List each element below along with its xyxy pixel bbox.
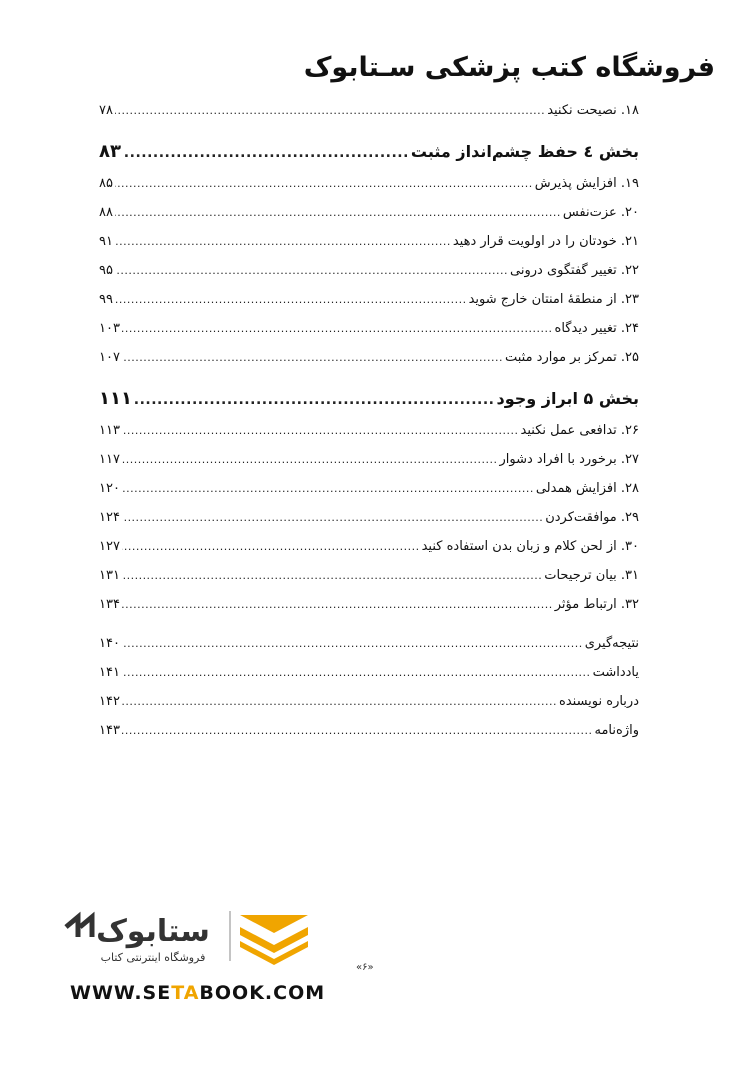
- toc-page-number: ۱۲۴: [99, 510, 120, 525]
- chevron-left-icon: [66, 917, 78, 937]
- toc-entry-row[interactable]: [99, 532, 639, 561]
- toc-entry-title: ۳۰. از لحن کلام و زبان بدن استفاده کنید: [421, 539, 639, 554]
- toc-leader-dots: [122, 416, 519, 445]
- toc-entry-title: ۲۰. عزت‌نفس: [562, 205, 639, 220]
- toc-entry-row[interactable]: [99, 590, 639, 619]
- toc-gap: [99, 619, 639, 629]
- toc-page-number: ۸۵: [99, 176, 113, 191]
- website-url[interactable]: [70, 982, 325, 1004]
- toc-page-number: ۱۰۳: [99, 321, 120, 336]
- toc-page-number: ۸۳: [99, 141, 121, 162]
- toc-leader-dots: [122, 445, 498, 474]
- toc-entry-title: ۳۲. ارتباط مؤثر: [554, 597, 639, 612]
- toc-entry-title: بخش ۵ ابراز وجود: [496, 389, 639, 408]
- toc-page-number: ۷۸: [99, 103, 113, 118]
- toc-page-number: ۹۵: [99, 263, 113, 278]
- toc-entry-row[interactable]: [99, 227, 639, 256]
- toc-leader-dots: [115, 169, 533, 198]
- toc-leader-dots: [115, 256, 508, 285]
- toc-entry-title: ۲۴. تغییر دیدگاه: [554, 321, 639, 336]
- toc-entry-row[interactable]: [99, 503, 639, 532]
- toc-gap: [99, 125, 639, 135]
- toc-entry-title: یادداشت: [592, 665, 639, 680]
- toc-entry-title: نتیجه‌گیری: [584, 636, 639, 651]
- toc-leader-dots: [115, 96, 545, 125]
- toc-page-number: ۱۲۷: [99, 539, 120, 554]
- toc-page-number: ۱۴۳: [99, 723, 120, 738]
- toc-leader-dots: [122, 343, 503, 372]
- toc-entry-title: ۲۷. برخورد با افراد دشوار: [499, 452, 639, 467]
- url-part: BOOK.COM: [199, 982, 326, 1004]
- toc-leader-dots: [115, 285, 467, 314]
- chevron-left-icon: [80, 917, 92, 937]
- toc-page-number: ۱۴۰: [99, 636, 120, 651]
- toc-leader-dots: [122, 314, 553, 343]
- toc-leader-dots: [134, 383, 495, 417]
- toc-leader-dots: [122, 503, 543, 532]
- toc-page-number: ۱۱۷: [99, 452, 120, 467]
- toc-entry-row[interactable]: [99, 285, 639, 314]
- toc-leader-dots: [115, 227, 451, 256]
- toc-entry-title: ۲۹. موافقت‌کردن: [545, 510, 639, 525]
- toc-entry-title: ۲۳. از منطقهٔ امنتان خارج شوید: [468, 292, 639, 307]
- toc-page-number: ۱۳۴: [99, 597, 120, 612]
- toc-page-number: ۸۸: [99, 205, 113, 220]
- toc-leader-dots: [122, 590, 553, 619]
- toc-leader-dots: [122, 687, 557, 716]
- toc-page-number: ۱۳۱: [99, 568, 120, 583]
- toc-entry-title: ۲۵. تمرکز بر موارد مثبت: [504, 350, 639, 365]
- page-title: فروشگاه کتب پزشکی سـتابوک: [303, 52, 715, 83]
- logo-tagline: فروشگاه اینترنتی کتاب: [100, 951, 206, 964]
- toc-entry-row[interactable]: [99, 96, 639, 125]
- toc-entry-row[interactable]: [99, 474, 639, 503]
- toc-entry-title: درباره نویسنده: [559, 694, 639, 709]
- toc-page-number: ۱۴۱: [99, 665, 120, 680]
- toc-leader-dots: [122, 629, 583, 658]
- toc-entry-row[interactable]: [99, 198, 639, 227]
- toc-leader-dots: [122, 474, 534, 503]
- url-highlight: TA: [171, 982, 200, 1004]
- toc-entry-title: ۲۸. افزایش همدلی: [535, 481, 639, 496]
- toc-entry-title: بخش ٤ حفظ چشم‌انداز مثبت: [410, 142, 639, 161]
- toc-page-number: ۱۱۱: [99, 388, 132, 409]
- toc-page-number: ۱۴۲: [99, 694, 120, 709]
- toc-leader-dots: [115, 198, 561, 227]
- toc-page-number: ۱۱۳: [99, 423, 120, 438]
- setabook-logo: [58, 905, 318, 965]
- logo-wordmark: ستابوک: [96, 914, 210, 949]
- toc-entry-row[interactable]: [99, 658, 639, 687]
- toc-entry-title: ۲۲. تغییر گفتگوی درونی: [510, 263, 639, 278]
- toc-entry-row[interactable]: [99, 687, 639, 716]
- toc-page-number: ۹۹: [99, 292, 113, 307]
- toc-leader-dots: [122, 561, 542, 590]
- toc-entry-row[interactable]: [99, 256, 639, 285]
- toc-entry-row[interactable]: [99, 314, 639, 343]
- toc-entry-row[interactable]: [99, 169, 639, 198]
- toc-section-row[interactable]: [99, 382, 639, 416]
- toc-entry-row[interactable]: [99, 561, 639, 590]
- toc-section-row[interactable]: [99, 135, 639, 169]
- toc-page-number: ۱۲۰: [99, 481, 120, 496]
- toc-leader-dots: [123, 136, 409, 170]
- toc-leader-dots: [122, 658, 591, 687]
- toc-entry-title: ۳۱. بیان ترجیحات: [544, 568, 639, 583]
- toc-leader-dots: [122, 532, 420, 561]
- toc-entry-title: واژه‌نامه: [594, 723, 639, 738]
- toc-page-number: ۱۰۷: [99, 350, 120, 365]
- page-number: «۶»: [356, 962, 374, 973]
- toc-entry-row[interactable]: [99, 629, 639, 658]
- toc-entry-row[interactable]: [99, 445, 639, 474]
- toc-entry-row[interactable]: [99, 716, 639, 745]
- toc-entry-title: ۱۸. نصیحت نکنید: [547, 103, 639, 118]
- toc-gap: [99, 372, 639, 382]
- toc-leader-dots: [122, 716, 593, 745]
- toc-entry-row[interactable]: [99, 416, 639, 445]
- toc-page-number: ۹۱: [99, 234, 113, 249]
- url-part: WWW.SE: [70, 982, 172, 1004]
- table-of-contents: [99, 96, 639, 745]
- toc-entry-row[interactable]: [99, 343, 639, 372]
- toc-entry-title: ۲۶. تدافعی عمل نکنید: [520, 423, 639, 438]
- book-stack-icon: [240, 915, 308, 965]
- toc-entry-title: ۲۱. خودتان را در اولویت قرار دهید: [452, 234, 639, 249]
- toc-entry-title: ۱۹. افزایش پذیرش: [534, 176, 639, 191]
